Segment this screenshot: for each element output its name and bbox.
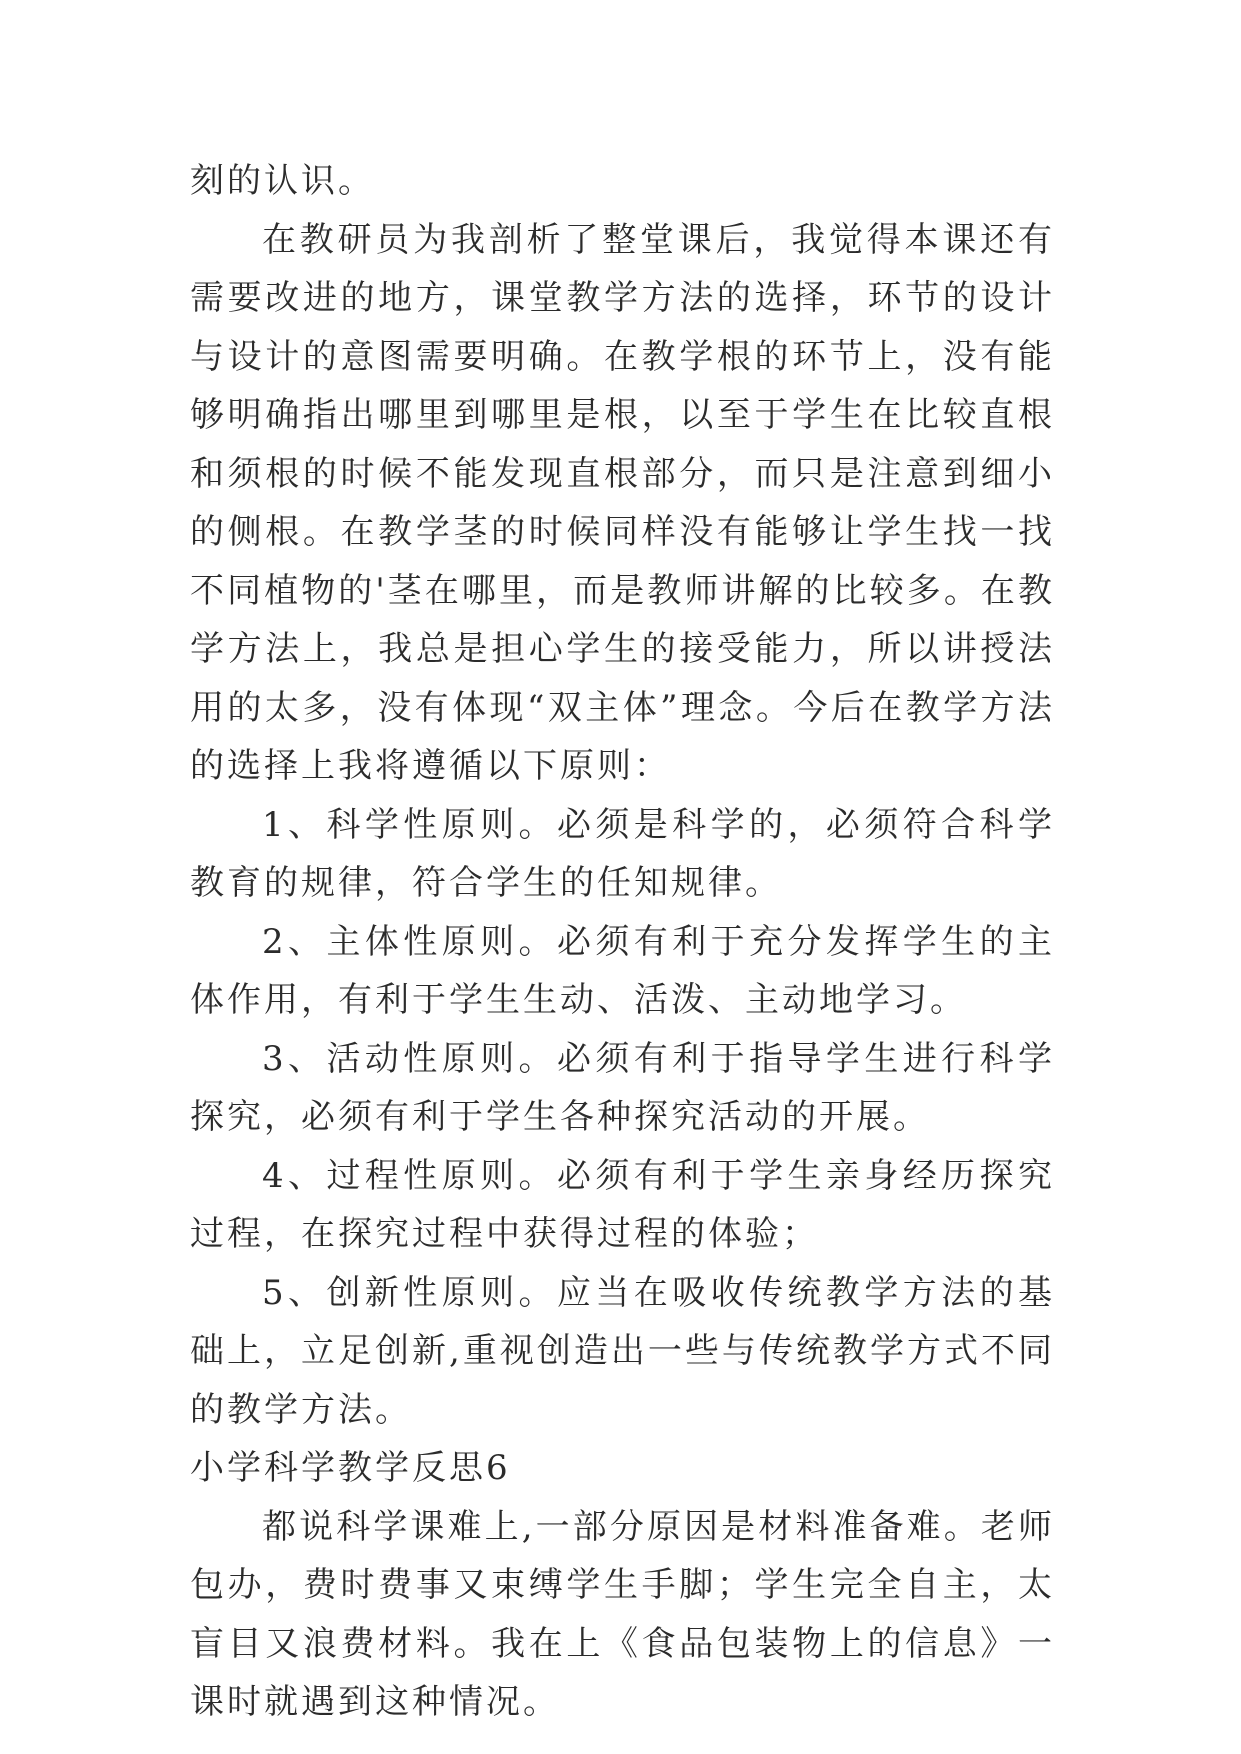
section-heading: 小学科学教学反思6 <box>190 1448 511 1488</box>
paragraph-continuation: 刻的认识。 <box>190 161 375 201</box>
paragraph-materials: 都说科学课难上,一部分原因是材料准备难。老师包办，费时费事又束缚学生手脚；学生完全自主，太盲目又浪费材料。我在上《食品包装物上的信息》一课时就遇到这种情况。 <box>190 1506 1055 1722</box>
principle-item-2: 2、主体性原则。必须有利于充分发挥学生的主体作用，有利于学生生动、活泼、主动地学习。 <box>190 921 1055 1020</box>
principle-item-1: 1、科学性原则。必须是科学的，必须符合科学教育的规律，符合学生的任知规律。 <box>190 804 1055 903</box>
paragraph-reflection: 在教研员为我剖析了整堂课后，我觉得本课还有需要改进的地方，课堂教学方法的选择，环节的设计与设计的意图需要明确。在教学根的环节上，没有能够明确指出哪里到哪里是根，以至于学生在比较直根和须根的时候不能发现直根部分，而只是注意到细小的侧根。在教学茎的时候同样没有能够让学生找一找不同植物的'茎在哪里，而是教师讲解的比较多。在教学方法上，我总是担心学生的接受能力，所以讲授法用的太多，没有体现“双主体”理念。今后在教学方法的选择上我将遵循以下原则： <box>190 219 1055 786</box>
principle-item-5: 5、创新性原则。应当在吸收传统教学方法的基础上，立足创新,重视创造出一些与传统教学方式不同的教学方法。 <box>190 1272 1055 1430</box>
principle-item-4: 4、过程性原则。必须有利于学生亲身经历探究过程，在探究过程中获得过程的体验； <box>190 1155 1055 1254</box>
document-body <box>190 152 1055 1732</box>
principle-item-3: 3、活动性原则。必须有利于指导学生进行科学探究，必须有利于学生各种探究活动的开展。 <box>190 1038 1055 1137</box>
